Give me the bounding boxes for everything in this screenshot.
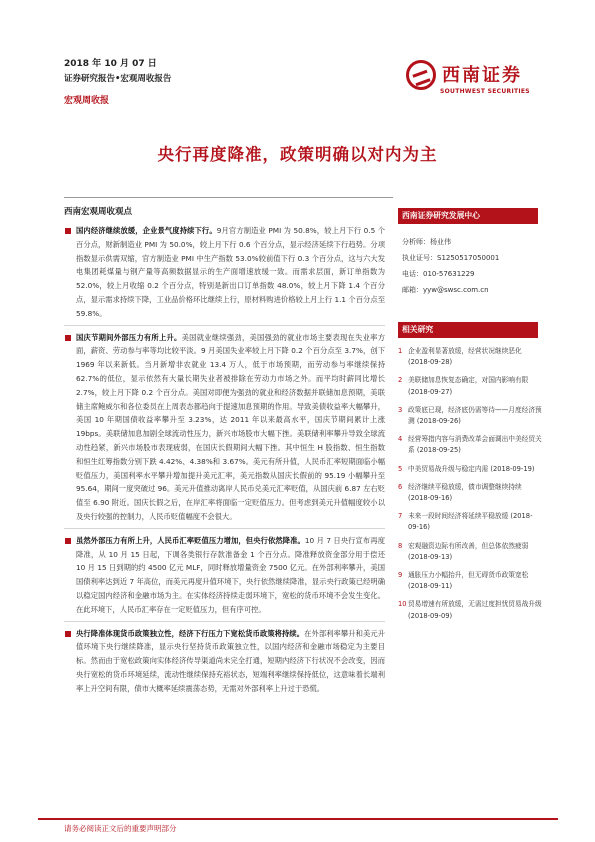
related-item-text: 未来一段时间经济将延续平稳放缓 (2018-09-16) (408, 512, 533, 532)
bullet-divider (64, 325, 385, 326)
related-item-number: 6 (398, 482, 403, 491)
related-item[interactable] (398, 599, 543, 621)
related-item-number: 8 (398, 541, 403, 550)
related-item-text: 美联储加息恢复态确定，对国内影响有限 (2018-09-27) (408, 376, 529, 396)
bullet-body: 在外部利率攀升和美元升值环境下央行继续降准，显示央行坚持货币政策独立性，以国内经济和金融市场稳定为主要目标。然而由于宽松政策向实体经济传导渠道尚未完全打通，短期内经济下行状况不会改变，因而央行宽松的货币环境延续，流动性继续保持充裕状态，短端利率继续保持低位，这意味着长端利率上升空间有限，债市大概率延续震荡态势，无需对外部利率上升过于恐慌。 (76, 628, 386, 693)
logo-mark-icon (406, 60, 436, 90)
related-item[interactable] (398, 511, 543, 533)
related-item-text: 政策底已现，经济底仍需等待——月度经济预测 (2018-09-26) (408, 405, 542, 426)
related-research-list (398, 346, 543, 629)
related-item-text: 企业盈利显著放缓，经营状况继续恶化 (2018-09-28) (408, 347, 522, 367)
related-item[interactable] (398, 482, 543, 504)
analyst-name: 分析师：杨业伟 (402, 238, 451, 246)
report-title: 央行再度降准，政策明确以对内为主 (157, 145, 438, 164)
footer-divider (38, 818, 558, 820)
bullet-body: 9月官方制造业 PMI 为 50.8%，较上月下行 0.5 个百分点，财新制造业 PMI 为 50.0%，较上月下行 0.6 个百分点，显示经济延续下行趋势。分项指数显示供需双缩，官方制造业 PMI 中生产指数 53.0%较前值下行 0.3 个百分点，这与六大发电集团耗煤量与钢产量等高频数据显示的生产面增速放缓一致。而需求层面，新订单指数为 52.0%，较上月收缩 0.2 个百分点，特别是新出口订单指数 48.0%，较上月下降 1.4 个百分点，显示需求持续下降，工业品价格环比继续上行，原材料购进价格较上月上行 1.1 个百分点至 59.8%。 (76, 226, 385, 318)
square-bullet-icon (65, 538, 71, 544)
bullet-lead: 国内经济继续放缓，企业景气度持续下行。 (76, 226, 217, 235)
related-item-text: 中美贸易战升级与稳定内需 (2018-09-19) (408, 464, 535, 473)
related-item[interactable] (398, 464, 543, 475)
summary-bullet (64, 627, 385, 696)
related-item-number: 7 (398, 512, 403, 521)
bullet-body: 10 月 7 日央行宣布再度降准，从 10 月 15 日起，下调各类银行存款准备金 1 个百分点。降准释放资金部分用于偿还 10 月 15 日到期的约 4500 亿元 MLF，同时释放增量资金 7500 亿元。在外部利率攀升，美国国债利率达到近 7 年高位，而美元再度升值环境下，央行依然继续降准，显示央行政策已经明确以稳定国内经济和金融市场为主。在实体经济持续走弱环境下，宽松的货币环境不会发生变化。在此环境下，人民币汇率存在一定贬值压力，但有序可控。 (76, 535, 385, 614)
report-date: 2018 年 10 月 07 日 (64, 59, 157, 69)
related-item[interactable] (398, 541, 543, 563)
related-item[interactable] (398, 375, 543, 397)
analyst-email[interactable]: 邮箱：yyw@swsc.com.cn (402, 286, 489, 294)
related-item-text: 经营筹措内容与消费改革会面调出中美经贸关系 (2018-09-25) (408, 435, 542, 455)
related-item[interactable] (398, 405, 543, 427)
summary-bullet (64, 331, 385, 524)
analyst-phone: 电话：010-57631229 (402, 270, 475, 278)
research-center-header: 西南证券研究发展中心 (398, 208, 538, 224)
summary-heading: 西南宏观周收观点 (64, 207, 133, 217)
related-item-number: 2 (398, 376, 403, 385)
related-item-number: 5 (398, 464, 403, 473)
bullet-lead: 国庆节期间外部压力有所上升。 (76, 332, 182, 342)
summary-column (64, 224, 385, 696)
bullet-divider (64, 621, 385, 622)
company-logo (400, 56, 540, 108)
related-item-text: 贸易增速有所放缓，无需过度担忧贸易战升级 (2018-09-09) (408, 600, 542, 620)
related-item[interactable] (398, 570, 543, 592)
related-item-number: 1 (398, 347, 403, 355)
related-research-header: 相关研究 (398, 322, 538, 338)
related-item-text: 通胀压力小幅抬升，但无碍货币政策宽松 (2018-09-11) (408, 571, 529, 591)
square-bullet-icon (65, 631, 71, 637)
related-item-number: 3 (398, 405, 403, 414)
summary-bullet (64, 534, 385, 617)
related-item-number: 4 (398, 435, 403, 444)
square-bullet-icon (65, 335, 71, 341)
logo-name-en: SOUTHWEST SECURITIES (440, 88, 530, 95)
bullet-lead: 央行降准体现货币政策独立性，经济下行压力下宽松货币政策将持续。 (76, 628, 305, 638)
report-type: 宏观周收报 (64, 96, 110, 106)
summary-bullet (64, 224, 385, 321)
bullet-divider (64, 528, 385, 529)
related-item-number: 9 (398, 571, 403, 580)
analyst-license: 执业证号：S1250517050001 (402, 254, 500, 262)
square-bullet-icon (65, 228, 71, 234)
report-series: 证券研究报告•宏观周收报告 (64, 74, 172, 84)
footer-disclaimer: 请务必阅读正文后的重要声明部分 (64, 824, 177, 833)
logo-name-cn: 西南证券 (442, 65, 522, 86)
summary-divider (64, 197, 393, 198)
bullet-lead: 虽然外部压力有所上升，人民币汇率贬值压力增加，但央行依然降准。 (76, 535, 305, 545)
related-item-text: 宏观融资边际有所改善，但总体依然疲弱 (2018-09-13) (408, 541, 529, 561)
related-item-number: 10 (398, 600, 407, 609)
related-item[interactable] (398, 346, 543, 368)
analyst-info (402, 234, 538, 298)
related-item[interactable] (398, 434, 543, 456)
bullet-body: 美国就业继续强劲，美国强劲的就业市场主要表现在失业率方面，薪资、劳动参与率等均比较平淡。9 月美国失业率较上月下降 0.2 个百分点至 3.7%，创下 1969 年以来新低。当月新增非农就业 13.4 万人，低于市场预期，而劳动参与率继续保持 62.7%的低位，显示依然有大量长期失业者被排除在劳动力市场之外。而平均时薪同比增长 2.7%，较上月下降 0.2 个百分点。美国对即便为强劲的就业和经济数据并联储加息预期，美联储主席鲍威尔和各位委员在上周表态都趋向于提速加息预期的作用。导致美债收益率大幅攀升，美国 10 年期国债收益率攀升至 3.23%，达 2011 年以来最高水平，国庆节期间累计上涨 19bps。美联储加息加剧全球流动性压力，新兴市场股市大幅下挫。美联储利率攀升导致全球流动性趋紧，新兴市场股市表现疲弱，在国庆长假期间大幅下挫。其中恒生 H 股指数、恒生指数和恒生红筹指数分别下跌 4.42%、4.38%和 3.67%。美元有所升值，人民币汇率短期面临小幅贬值压力，美国利率水平攀升增加提升美元汇率，美元指数从国庆长假前的 95.19 小幅攀升至 95.64，期间一度突破过 96。美元升值推动离岸人民币兑美元汇率贬值，从国庆前 6.87 左右贬值至 6.90 附近。国庆长假之后，在岸汇率将面临一定贬值压力。但考虑到美元升值幅度较小以及央行较强的控制力，人民币贬值幅度不会很大。 (76, 332, 386, 521)
related-item-text: 经济继续平稳放缓，债市调整继续持续 (2018-09-16) (408, 482, 522, 503)
